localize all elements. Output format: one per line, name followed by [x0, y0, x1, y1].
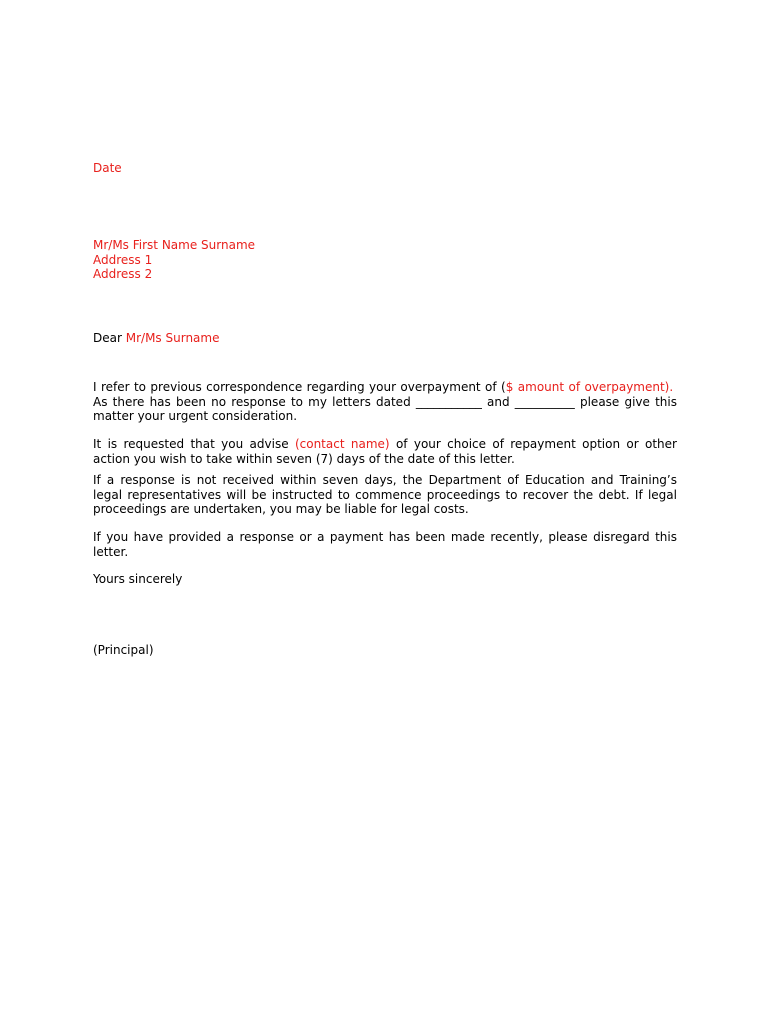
- paragraph-request: [93, 437, 677, 466]
- paragraph-disregard: If you have provided a response or a payment has been made recently, please disregard this letter.: [93, 530, 677, 559]
- paragraph-request-rest: of your choice of repayment option or other action you wish to take within seven (7) days of the date of this letter.: [93, 437, 677, 466]
- salutation-name: Mr/Ms Surname: [125, 331, 220, 345]
- salutation: [93, 331, 677, 346]
- signature-principal: (Principal): [93, 643, 154, 657]
- paragraph-overpayment-intro: I refer to previous correspondence regarding your overpayment of (: [93, 380, 506, 394]
- recipient-address-line-1: Address 1: [93, 252, 153, 267]
- paragraph-overpayment-rest: As there has been no response to my letters dated ___________ and __________ please give this matter your urgent consideration.: [93, 394, 677, 423]
- recipient-address-block: [93, 238, 677, 282]
- date-placeholder: Date: [93, 161, 122, 175]
- recipient-name: Mr/Ms First Name Surname: [93, 238, 256, 252]
- salutation-greeting: Dear: [93, 331, 122, 345]
- recipient-address-line-2: Address 2: [93, 267, 153, 281]
- paragraph-overpayment: [93, 380, 677, 424]
- closing: Yours sincerely: [93, 572, 183, 586]
- contact-name-placeholder: (contact name): [294, 437, 390, 451]
- paragraph-request-intro: It is requested that you advise: [93, 437, 289, 451]
- paragraph-legal-action: If a response is not received within seven days, the Department of Education and Training’s legal representatives will be instructed to commence proceedings to recover the debt. If legal proceedings are undertaken, you may be liable for legal costs.: [93, 473, 677, 516]
- overpayment-amount-placeholder: $ amount of overpayment).: [505, 380, 674, 394]
